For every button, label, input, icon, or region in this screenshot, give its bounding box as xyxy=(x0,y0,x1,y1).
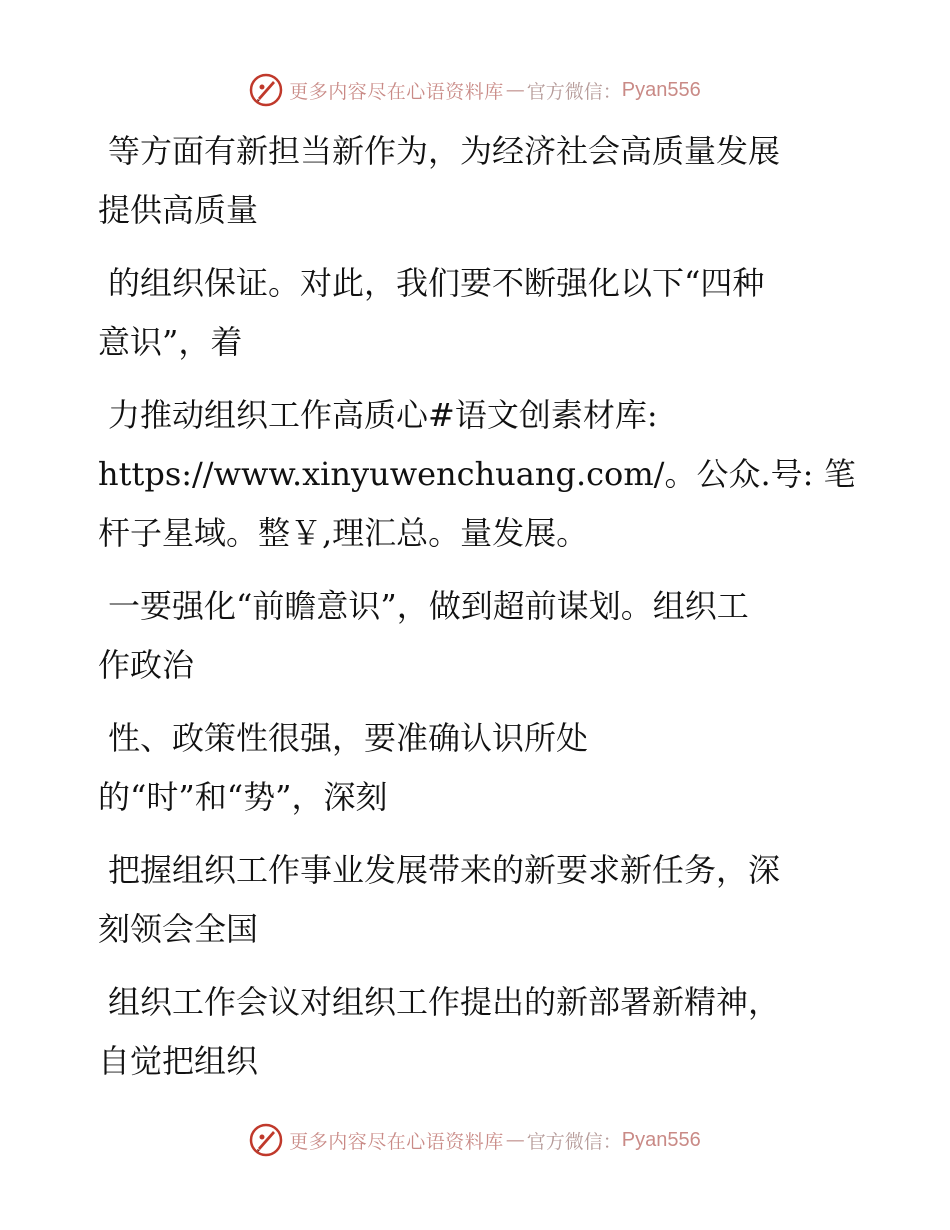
text-line: https://www.xinyuwenchuang.com/。公众.号: 笔 xyxy=(98,455,856,493)
header-watermark xyxy=(0,70,950,110)
paragraph xyxy=(98,577,858,695)
text-line: 提供高质量 xyxy=(98,191,259,229)
watermark-separator: — xyxy=(505,1129,525,1151)
paragraph xyxy=(98,709,858,827)
paragraph xyxy=(98,254,858,372)
paragraph xyxy=(98,973,858,1091)
text-line: 力推动组织工作高质心#语文创素材库: xyxy=(108,396,658,434)
text-line: 组织工作会议对组织工作提出的新部署新精神， xyxy=(108,983,781,1021)
text-line: 把握组织工作事业发展带来的新要求新任务，深 xyxy=(108,851,781,889)
watermark-brand: 更多内容尽在心语资料库 xyxy=(289,80,504,103)
text-line: 自觉把组织 xyxy=(98,1042,259,1080)
text-line: 杆子星域。整￥,理汇总。量发展。 xyxy=(98,514,589,552)
paragraph xyxy=(98,386,858,563)
footer-watermark xyxy=(0,1120,950,1160)
text-line: 性、政策性很强，要准确认识所处 xyxy=(108,719,589,757)
paragraph xyxy=(98,841,858,959)
watermark-separator: — xyxy=(505,79,525,101)
watermark-label: 官方微信： xyxy=(526,1130,622,1153)
quill-logo-icon xyxy=(249,1123,283,1157)
text-line: 刻领会全国 xyxy=(98,910,259,948)
quill-logo-icon xyxy=(249,73,283,107)
watermark-label: 官方微信： xyxy=(526,80,622,103)
watermark-wechat-id: Pyan556 xyxy=(621,1128,701,1151)
text-line: 意识”，着 xyxy=(98,323,243,361)
document-body xyxy=(98,122,858,1105)
text-line: 的组织保证。对此，我们要不断强化以下“四种 xyxy=(108,264,765,302)
watermark-wechat-id: Pyan556 xyxy=(621,78,701,101)
text-line: 作政治 xyxy=(98,646,195,684)
text-line: 一要强化“前瞻意识”，做到超前谋划。组织工 xyxy=(108,587,749,625)
text-line: 等方面有新担当新作为，为经济社会高质量发展 xyxy=(108,132,781,170)
paragraph xyxy=(98,122,858,240)
text-line: 的“时”和“势”，深刻 xyxy=(98,778,388,816)
watermark-brand: 更多内容尽在心语资料库 xyxy=(289,1130,504,1153)
